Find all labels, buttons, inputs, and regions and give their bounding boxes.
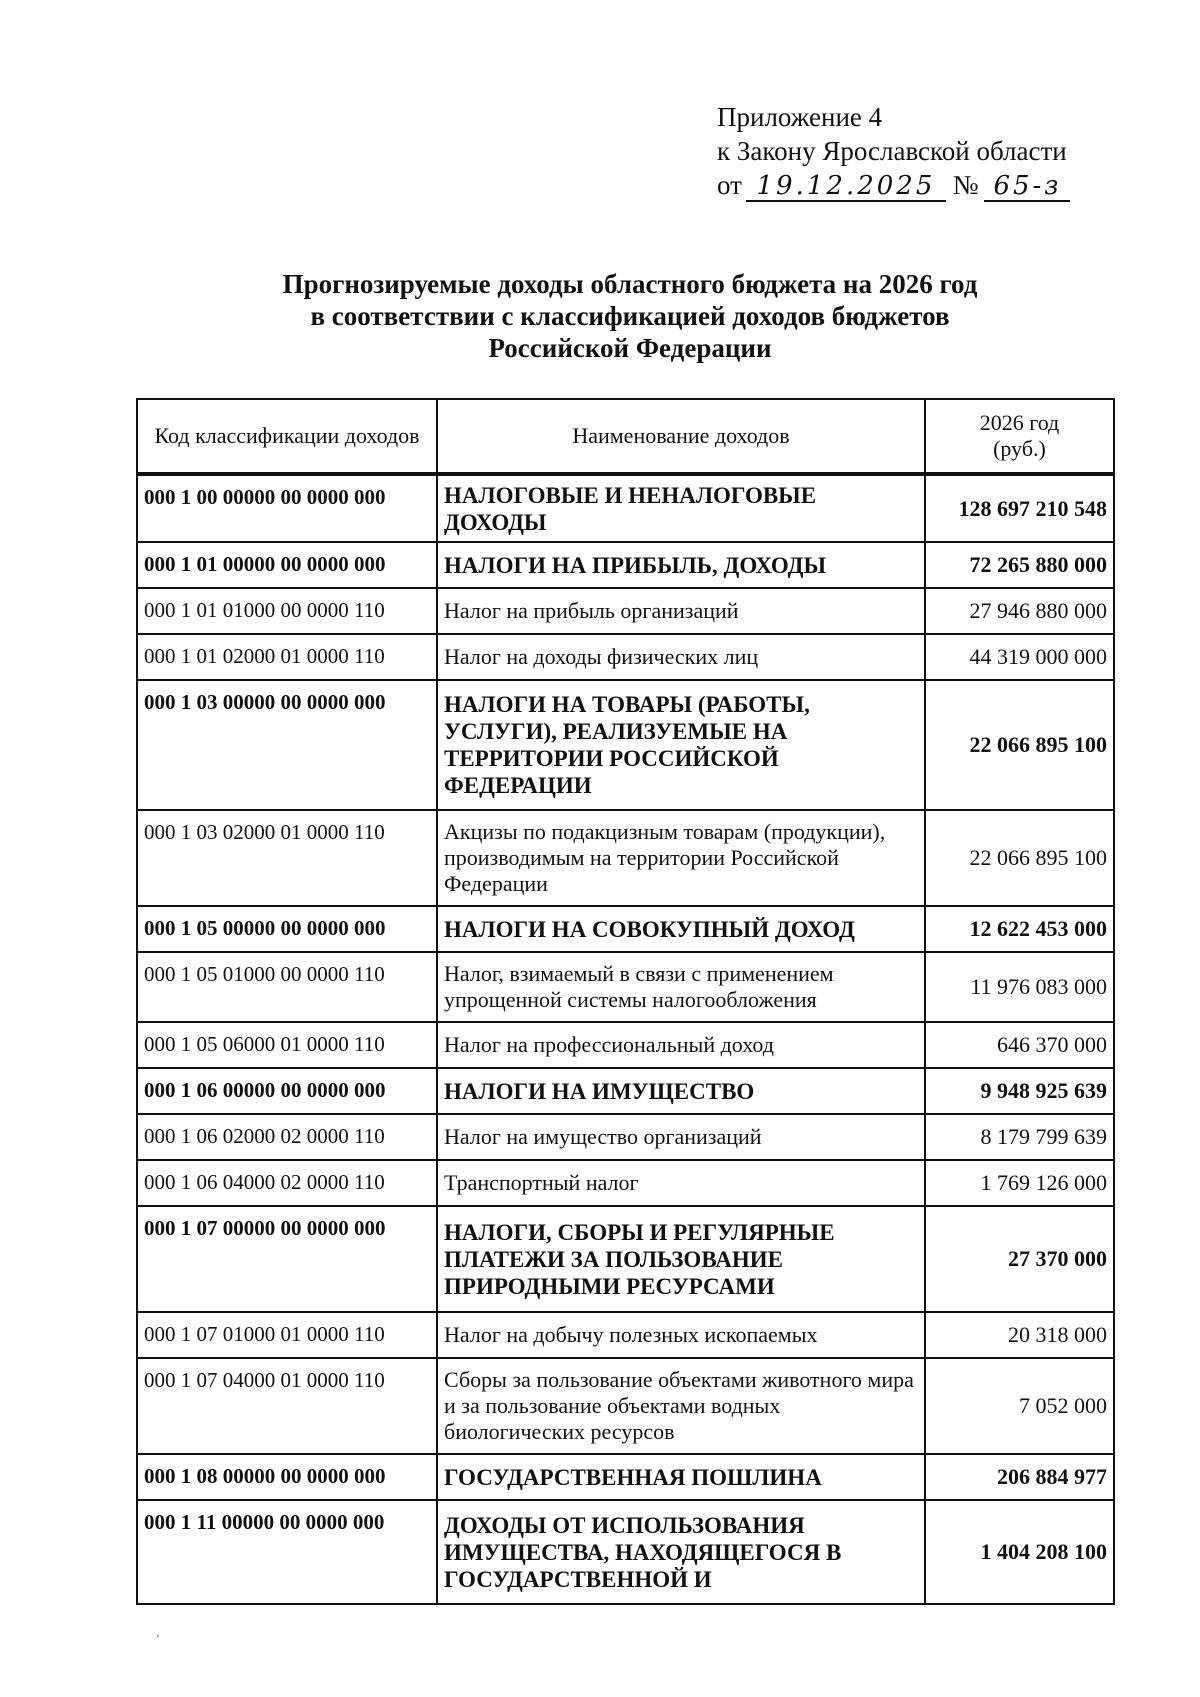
row-amount: 44 319 000 000 [925,634,1114,680]
row-code: 000 1 06 04000 02 0000 110 [137,1160,437,1206]
row-code: 000 1 07 00000 00 0000 000 [137,1206,437,1312]
table-row [137,1500,1114,1604]
row-code: 000 1 05 00000 00 0000 000 [137,906,437,952]
table-row [137,1206,1114,1312]
law-date-line [717,168,1070,202]
title-line-1: Прогнозируемые доходы областного бюджета на 2026 год [282,269,978,299]
row-code: 000 1 01 00000 00 0000 000 [137,542,437,588]
row-name: Налог на добычу полезных ископаемых [437,1312,925,1358]
row-amount: 1 769 126 000 [925,1160,1114,1206]
table-row [137,952,1114,1022]
table-row [137,542,1114,588]
row-name: ДОХОДЫ ОТ ИСПОЛЬЗОВАНИЯ ИМУЩЕСТВА, НАХОДЯЩЕГОСЯ В ГОСУДАРСТВЕННОЙ И [437,1500,925,1604]
row-name: Налог на имущество организаций [437,1114,925,1160]
row-code: 000 1 01 02000 01 0000 110 [137,634,437,680]
row-amount: 1 404 208 100 [925,1500,1114,1604]
law-reference: к Закону Ярославской области [717,136,1067,166]
title-line-2: в соответствии с классификацией доходов бюджетов [310,301,950,331]
appendix-title: Приложение 4 [717,102,883,132]
column-header-name: Наименование доходов [437,399,925,474]
row-name: НАЛОГОВЫЕ И НЕНАЛОГОВЫЕ ДОХОДЫ [437,474,925,542]
scan-speck: , [156,1625,160,1640]
title-line-3: Российской Федерации [488,333,772,363]
row-amount: 22 066 895 100 [925,680,1114,810]
row-amount: 646 370 000 [925,1022,1114,1068]
row-amount: 9 948 925 639 [925,1068,1114,1114]
column-header-code: Код классификации доходов [137,399,437,474]
row-code: 000 1 07 04000 01 0000 110 [137,1358,437,1454]
document-title [130,268,1130,364]
row-name: НАЛОГИ НА СОВОКУПНЫЙ ДОХОД [437,906,925,952]
row-amount: 8 179 799 639 [925,1114,1114,1160]
column-header-amount-unit: (руб.) [993,436,1046,461]
table-row [137,1160,1114,1206]
row-amount: 27 370 000 [925,1206,1114,1312]
table-row [137,906,1114,952]
row-code: 000 1 01 01000 00 0000 110 [137,588,437,634]
table-row [137,474,1114,542]
row-name: НАЛОГИ НА ИМУЩЕСТВО [437,1068,925,1114]
row-name: Акцизы по подакцизным товарам (продукции), производимым на территории Российской Федерации [437,810,925,906]
column-header-amount [925,399,1114,474]
row-amount: 12 622 453 000 [925,906,1114,952]
row-code: 000 1 06 02000 02 0000 110 [137,1114,437,1160]
table-row [137,1068,1114,1114]
table-row [137,1114,1114,1160]
row-code: 000 1 06 00000 00 0000 000 [137,1068,437,1114]
table-row [137,810,1114,906]
row-amount: 72 265 880 000 [925,542,1114,588]
appendix-header [717,100,1070,202]
row-name: Сборы за пользование объектами животного мира и за пользование объектами водных биологических ресурсов [437,1358,925,1454]
row-name: Налог на доходы физических лиц [437,634,925,680]
row-code: 000 1 08 00000 00 0000 000 [137,1454,437,1500]
row-name: Налог на профессиональный доход [437,1022,925,1068]
row-name: Налог, взимаемый в связи с применением упрощенной системы налогообложения [437,952,925,1022]
row-code: 000 1 03 00000 00 0000 000 [137,680,437,810]
table-row [137,1312,1114,1358]
row-amount: 7 052 000 [925,1358,1114,1454]
row-amount: 11 976 083 000 [925,952,1114,1022]
row-code: 000 1 05 01000 00 0000 110 [137,952,437,1022]
number-symbol: № [952,170,979,200]
row-amount: 128 697 210 548 [925,474,1114,542]
row-name: НАЛОГИ НА ПРИБЫЛЬ, ДОХОДЫ [437,542,925,588]
table-row [137,634,1114,680]
date-prefix: от [717,170,742,200]
row-code: 000 1 05 06000 01 0000 110 [137,1022,437,1068]
table-row [137,680,1114,810]
row-amount: 22 066 895 100 [925,810,1114,906]
row-name: Транспортный налог [437,1160,925,1206]
row-amount: 206 884 977 [925,1454,1114,1500]
row-code: 000 1 03 02000 01 0000 110 [137,810,437,906]
row-name: НАЛОГИ НА ТОВАРЫ (РАБОТЫ, УСЛУГИ), РЕАЛИЗУЕМЫЕ НА ТЕРРИТОРИИ РОССИЙСКОЙ ФЕДЕРАЦИИ [437,680,925,810]
row-code: 000 1 00 00000 00 0000 000 [137,474,437,542]
handwritten-law-number: 65-з [984,172,1070,202]
column-header-amount-year: 2026 год [979,410,1060,435]
table-row [137,1358,1114,1454]
row-name: Налог на прибыль организаций [437,588,925,634]
revenue-table [136,398,1115,1605]
row-code: 000 1 07 01000 01 0000 110 [137,1312,437,1358]
row-amount: 27 946 880 000 [925,588,1114,634]
row-code: 000 1 11 00000 00 0000 000 [137,1500,437,1604]
row-name: ГОСУДАРСТВЕННАЯ ПОШЛИНА [437,1454,925,1500]
table-row [137,1022,1114,1068]
table-row [137,588,1114,634]
row-name: НАЛОГИ, СБОРЫ И РЕГУЛЯРНЫЕ ПЛАТЕЖИ ЗА ПОЛЬЗОВАНИЕ ПРИРОДНЫМИ РЕСУРСАМИ [437,1206,925,1312]
handwritten-date: 19.12.2025 [746,172,946,202]
table-header-row [137,399,1114,474]
row-amount: 20 318 000 [925,1312,1114,1358]
table-row [137,1454,1114,1500]
